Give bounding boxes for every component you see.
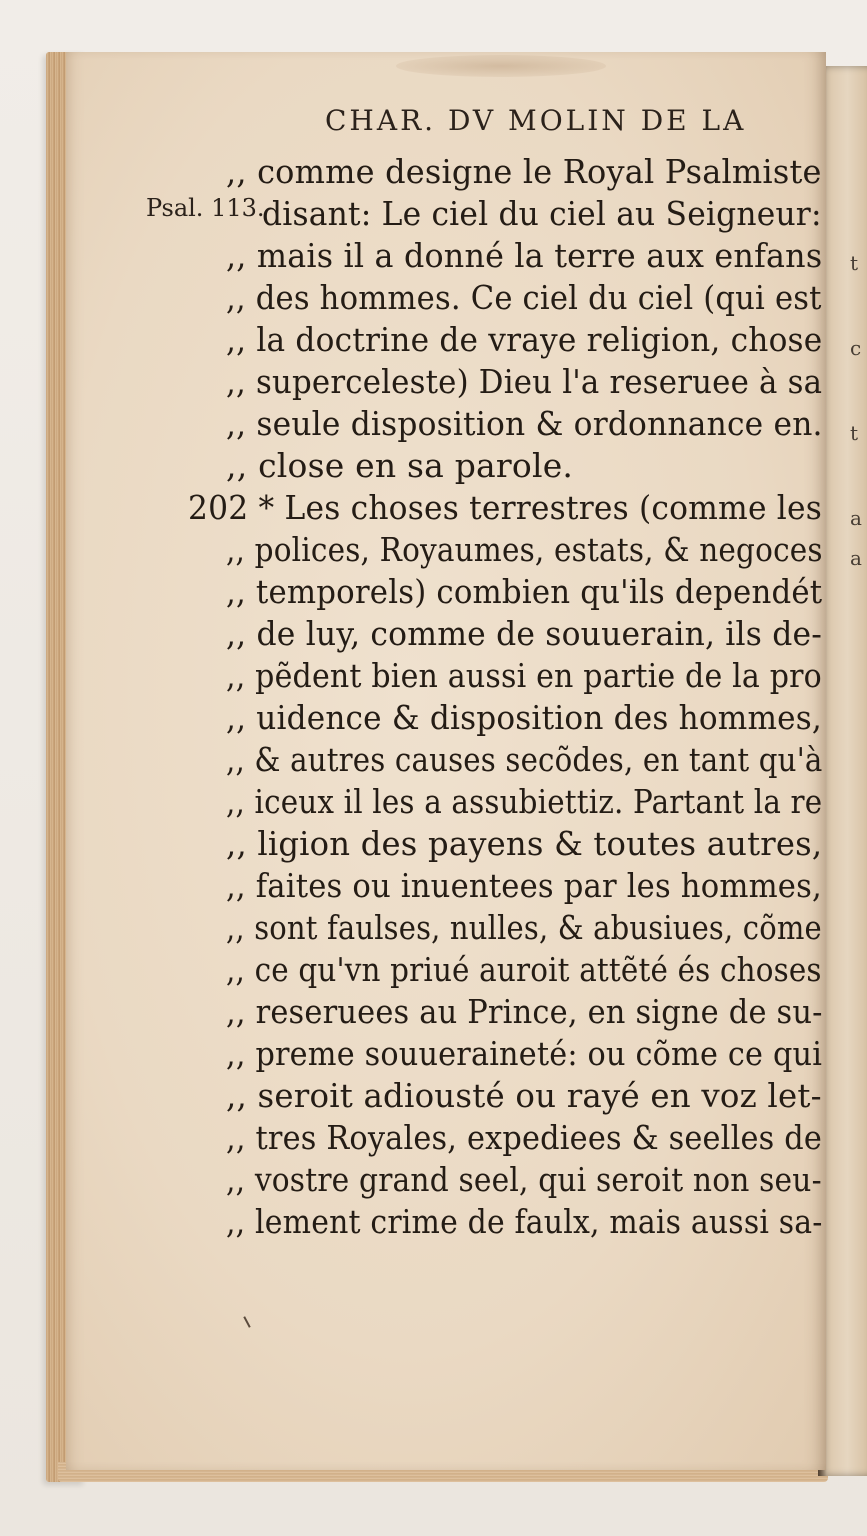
page-stain bbox=[396, 55, 606, 77]
margin-note: Psal. 113. bbox=[146, 194, 265, 222]
text-line: ,, tres Royales, expediees & seelles de bbox=[226, 1118, 823, 1157]
facing-page-glyph: c bbox=[850, 336, 862, 360]
text-line: ,, seule disposition & ordonnance en. bbox=[226, 404, 823, 443]
text-line: ,, ce qu'vn priué auroit attẽté és choses bbox=[226, 950, 822, 989]
text-line: disant: Le ciel du ciel au Seigneur: bbox=[262, 194, 822, 233]
text-line: ,, uidence & disposition des hommes, bbox=[226, 698, 822, 737]
text-line: ,, iceux il les a assubiettiz. Partant la re bbox=[226, 782, 823, 821]
text-line: ,, reseruees au Prince, en signe de su- bbox=[226, 992, 823, 1031]
text-line: ,, superceleste) Dieu l'a reseruee à sa bbox=[226, 362, 823, 401]
text-line: ,, comme designe le Royal Psalmiste bbox=[226, 152, 822, 191]
text-line: ,, vostre grand seel, qui seroit non seu- bbox=[226, 1160, 822, 1199]
text-line: ,, mais il a donné la terre aux enfans bbox=[226, 236, 823, 275]
text-line: ,, lement crime de faulx, mais aussi sa- bbox=[226, 1202, 823, 1241]
facing-page-glyph: t bbox=[850, 251, 859, 275]
text-line: ,, preme souueraineté: ou cõme ce qui bbox=[226, 1034, 823, 1073]
text-line: ,, sont faulses, nulles, & abusiues, cõme bbox=[226, 908, 822, 947]
text-line: ,, temporels) combien qu'ils dependét bbox=[226, 572, 823, 611]
text-line: ,, & autres causes secõdes, en tant qu'à bbox=[226, 740, 823, 779]
facing-page-glyph: a bbox=[850, 506, 862, 530]
text-line: ,, close en sa parole. bbox=[226, 446, 574, 485]
facing-page-glyph: t bbox=[850, 421, 859, 445]
text-line: 202 * Les choses terrestres (comme les bbox=[188, 488, 823, 527]
text-line: ,, pẽdent bien aussi en partie de la pro bbox=[226, 656, 822, 695]
text-line: ,, polices, Royaumes, estats, & negoces bbox=[226, 530, 823, 569]
text-line: ,, faites ou inuentees par les hommes, bbox=[226, 866, 822, 905]
facing-page-glyph: a bbox=[850, 546, 862, 570]
text-line: ,, seroit adiousté ou rayé en voz let- bbox=[226, 1076, 822, 1115]
text-line: ,, ligion des payens & toutes autres, bbox=[226, 824, 823, 863]
text-line: ,, de luy, comme de souuerain, ils de- bbox=[226, 614, 823, 653]
text-line: ,, la doctrine de vraye religion, chose bbox=[226, 320, 823, 359]
running-head: CHAR. DV MOLIN DE LA bbox=[325, 104, 747, 137]
text-line: ,, des hommes. Ce ciel du ciel (qui est bbox=[226, 278, 822, 317]
